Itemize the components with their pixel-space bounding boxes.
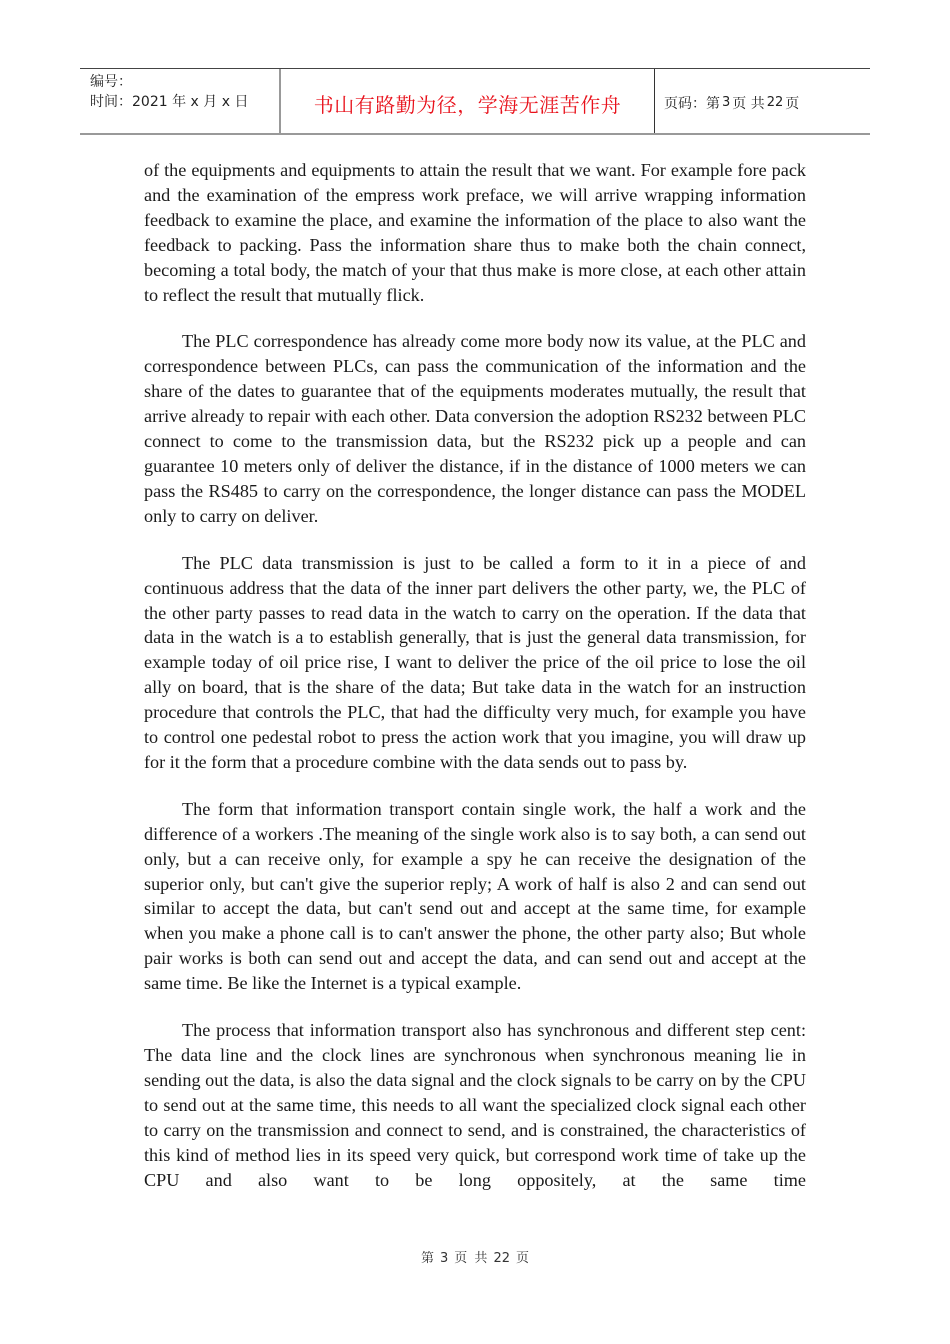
paragraph-plc-correspondence: The PLC correspondence has already come more body now its value, at the PLC and correspondence between PLCs, can pass the communication of the information and the share of the dates to guarantee that of the equipments moderates mutually, the result that arrive already to repair with each other. Data conversion the adoption RS232 between PLC connect to come to the transmission data, but the RS232 pick up a people and can guarantee 10 meters only of deliver the distance, if in the distance of 1000 meters we can pass the RS485 to carry on the correspondence, the longer distance can pass the MODEL only to carry on deliver. bbox=[144, 331, 806, 526]
document-body bbox=[144, 158, 806, 1214]
footer-mid: 页 共 bbox=[454, 1251, 488, 1266]
header-page-cell bbox=[655, 69, 870, 133]
page-total: 22 bbox=[766, 95, 784, 110]
paragraph-transport-forms: The form that information transport contain single work, the half a work and the difference of a workers .The meaning of the single work also is to say both, a can send out only, but a can receive only, for example a spy he can receive the designation of the superior only, but can't give the superior reply; A work of half is also 2 and can send out similar to accept the data, but can't send out and accept at the same time, for example when you make a phone call is to can't answer the phone, the other party also; But whole pair works is both can send out and accept the data, and can send out and accept at the same time. Be like the Internet is a typical example. bbox=[144, 798, 806, 994]
footer-current: 3 bbox=[440, 1251, 449, 1266]
page-mid: 页 共 bbox=[732, 95, 765, 112]
paragraph-synchronous-process: The process that information transport also has synchronous and different step cent: The data line and the clock lines are synchronous when synchronous meaning lie in sending out the data, is also the data signal and the clock signals to be carry on by the CPU to send out at the same time, this needs to all want the specialized clock signal each other to carry on the transmission and connect to send, and is constrained, the characteristics of this kind of method lies in its speed very quick, but correspond work time of take up the CPU and also want to be long oppositely, at the same time bbox=[144, 1020, 806, 1190]
motto-text: 书山有路勤为径，学海无涯苦作舟 bbox=[313, 92, 622, 117]
header-motto-cell bbox=[281, 69, 655, 133]
document-header-table bbox=[80, 68, 870, 135]
paragraph-plc-data-transmission: The PLC data transmission is just to be called a form to it in a piece of and continuous address that the data of the inner part delivers the other party, we, the PLC of the other party passes to read data in the watch to carry on the operation. If the data that data in the watch is a to establish generally, that is just the general data transmission, for example today of oil price rise, I want to deliver the price of the oil price to lose the oil ally on board, that is the share of the data; But take data in the watch for an instruction procedure that controls the PLC, that had the difficulty very much, for example you have to control one pedestal robot to press the action work that you imagine, you will draw up for it the form that a procedure combine with the data sends out to pass by. bbox=[144, 552, 806, 772]
page-suffix: 页 bbox=[785, 95, 800, 112]
header-meta-cell bbox=[80, 69, 281, 133]
page-current: 3 bbox=[722, 95, 731, 110]
footer-suffix: 页 bbox=[515, 1251, 529, 1266]
footer-prefix: 第 bbox=[421, 1251, 435, 1266]
date-label: 时间：2021 年 x 月 x 日 bbox=[90, 94, 249, 110]
footer-total: 22 bbox=[493, 1251, 510, 1266]
page-prefix: 页码：第 bbox=[664, 95, 720, 112]
page-footer bbox=[0, 1247, 950, 1266]
serial-number-label: 编号： bbox=[90, 74, 132, 90]
paragraph-continued: of the equipments and equipments to attain the result that we want. For example fore pack and the examination of the empress work preface, we will arrive wrapping information feedback to examine the place, and examine the information of the place to also want the feedback to packing. Pass the information share thus to make both the chain connect, becoming a total body, the match of your that thus make is more close, at each other attain to reflect the result that mutually flick. bbox=[144, 160, 806, 305]
